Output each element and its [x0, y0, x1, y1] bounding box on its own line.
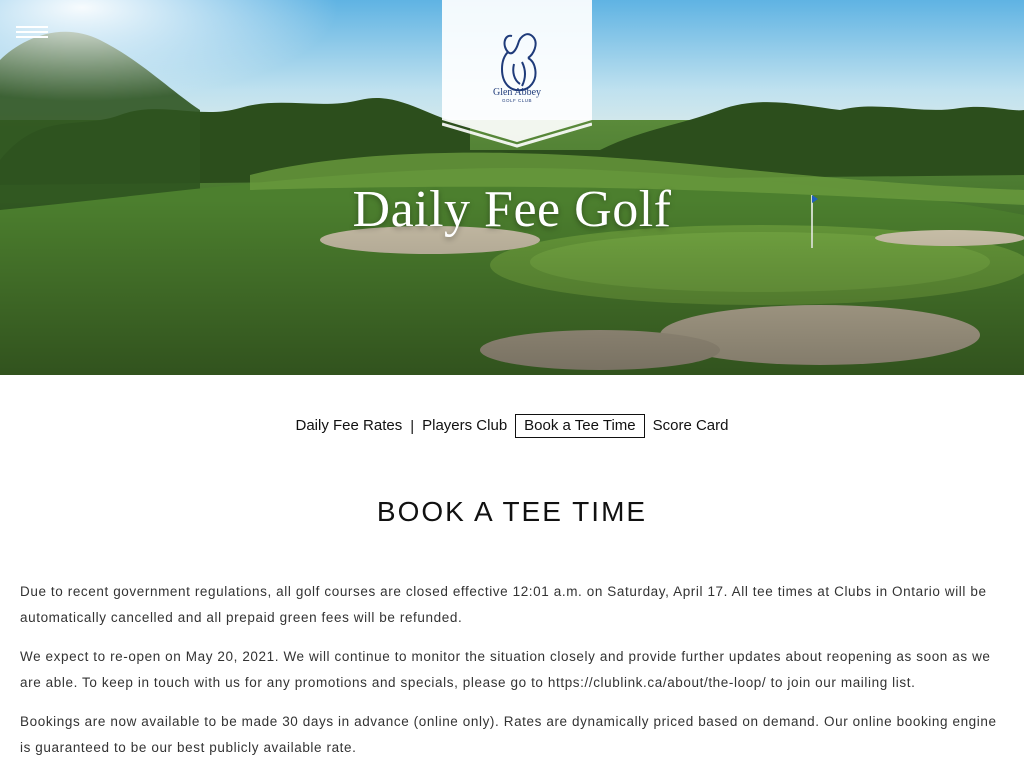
content-body: [20, 579, 1004, 768]
paragraph-booking-info: Bookings are now available to be made 30 days in advance (online only). Rates are dynamically priced based on demand. Our online booking engine is guaranteed to be our best publicly available rate.: [20, 714, 997, 755]
hamburger-menu-icon[interactable]: [16, 24, 48, 40]
logo-banner[interactable]: [442, 0, 592, 152]
logo-name: Glen Abbey: [492, 87, 542, 98]
logo-subtitle: GOLF CLUB: [501, 98, 532, 103]
subnav-players-club[interactable]: Players Club: [422, 417, 508, 434]
subnav: [0, 414, 1024, 438]
subnav-separator: |: [410, 417, 415, 435]
hero-banner: [0, 0, 1024, 375]
page-title: Daily Fee Golf: [352, 181, 672, 238]
subnav-book-tee-time[interactable]: Book a Tee Time: [515, 414, 644, 438]
subnav-score-card[interactable]: Score Card: [652, 417, 729, 434]
subnav-daily-fee-rates[interactable]: Daily Fee Rates: [295, 417, 403, 434]
glen-abbey-logo: [442, 0, 592, 152]
section-heading: BOOK A TEE TIME: [376, 496, 648, 527]
paragraph-reopen-notice: We expect to re-open on May 20, 2021. We will continue to monitor the situation closely and provide further updates about reopening as soon as we are able. To keep in touch with us for any promotions and specials, please go to https://clublink.ca/about/the-loop/ to join our mailing list.: [20, 649, 991, 690]
paragraph-closure-notice: Due to recent government regulations, all golf courses are closed effective 12:01 a.m. on Saturday, April 17. All tee times at Clubs in Ontario will be automatically cancelled and all prepaid green fees will be refunded.: [20, 584, 987, 625]
